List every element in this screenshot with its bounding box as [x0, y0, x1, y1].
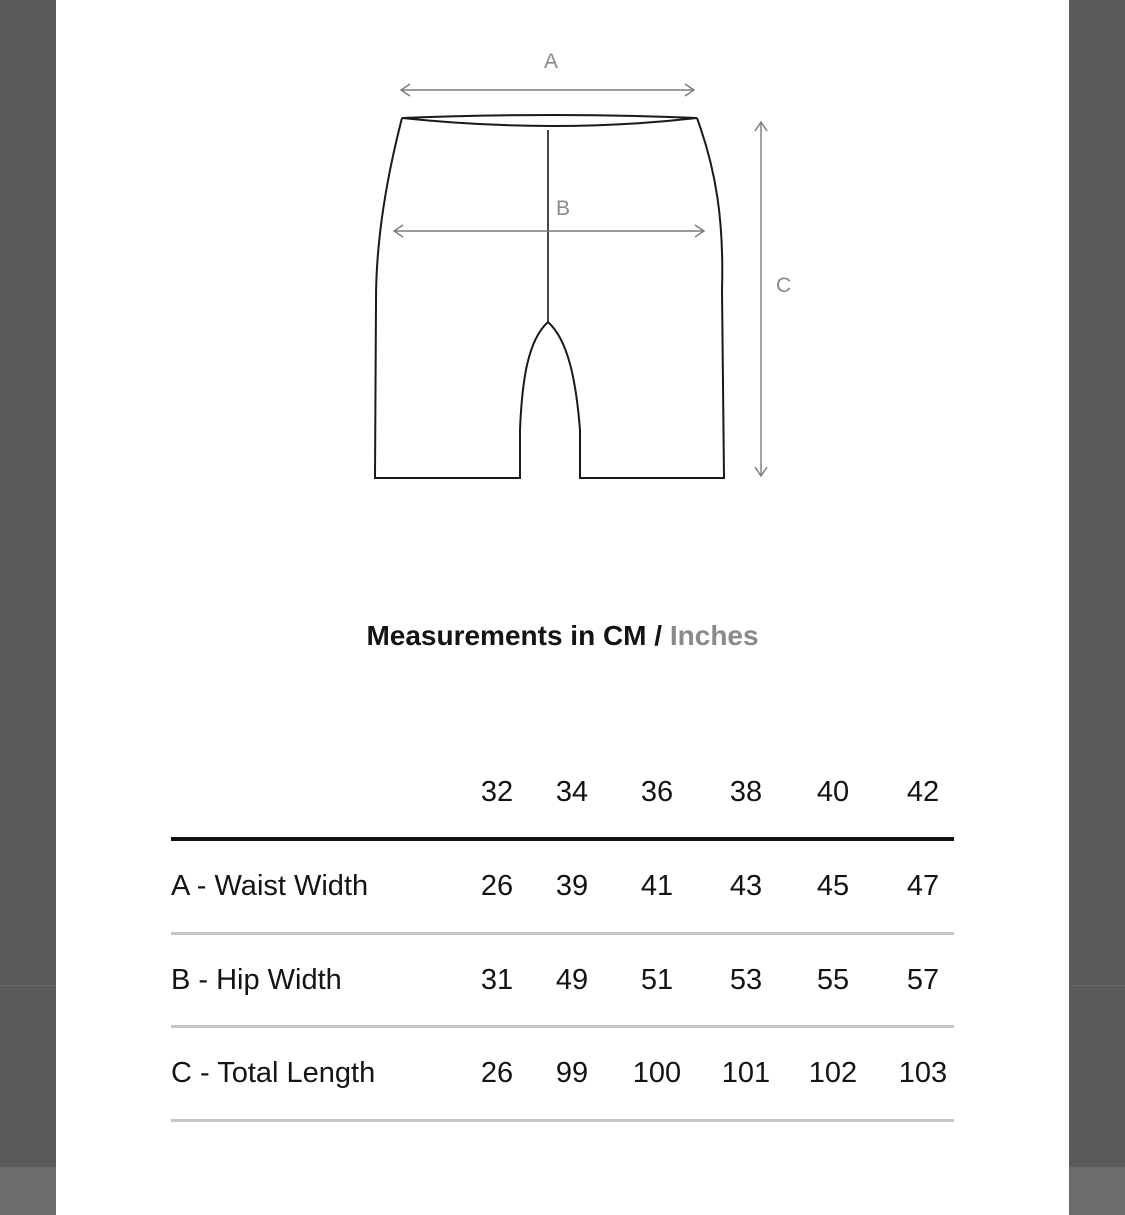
- header-divider: [171, 837, 954, 841]
- table-cell: 103: [898, 1057, 948, 1089]
- size-header: 42: [906, 776, 940, 808]
- size-header: 40: [816, 776, 850, 808]
- unit-cm-label: Measurements in CM: [366, 620, 647, 651]
- size-header: 34: [555, 776, 589, 808]
- table-row: [171, 1057, 954, 1105]
- unit-separator: /: [646, 620, 670, 651]
- size-header-row: [171, 776, 954, 824]
- row-divider: [171, 1119, 954, 1122]
- row-label-total-length: C - Total Length: [171, 1057, 376, 1089]
- table-cell: 45: [816, 870, 850, 902]
- dimension-label-c: C: [776, 274, 792, 297]
- table-cell: 49: [555, 964, 589, 996]
- table-cell: 53: [729, 964, 763, 996]
- table-cell: 43: [729, 870, 763, 902]
- table-cell: 47: [906, 870, 940, 902]
- backdrop-divider-right: [1069, 985, 1125, 986]
- shorts-diagram: [56, 0, 1069, 560]
- row-divider: [171, 1025, 954, 1028]
- size-header: 36: [640, 776, 674, 808]
- table-cell: 26: [480, 870, 514, 902]
- table-cell: 101: [721, 1057, 771, 1089]
- size-guide-modal: [56, 0, 1069, 1215]
- table-row: [171, 870, 954, 918]
- shorts-outline-icon: [56, 0, 1069, 560]
- backdrop-divider-left: [0, 985, 56, 986]
- table-row: [171, 964, 954, 1012]
- table-cell: 51: [640, 964, 674, 996]
- table-cell: 57: [906, 964, 940, 996]
- table-cell: 100: [632, 1057, 682, 1089]
- table-cell: 31: [480, 964, 514, 996]
- measurement-unit-heading: [56, 620, 1069, 652]
- dimension-label-a: A: [544, 50, 559, 73]
- size-header: 38: [729, 776, 763, 808]
- table-cell: 26: [480, 1057, 514, 1089]
- table-cell: 39: [555, 870, 589, 902]
- table-cell: 55: [816, 964, 850, 996]
- table-cell: 41: [640, 870, 674, 902]
- size-header: 32: [480, 776, 514, 808]
- unit-inches-toggle[interactable]: Inches: [669, 620, 759, 651]
- backdrop-strip-left: [0, 1167, 56, 1215]
- row-label-waist-width: A - Waist Width: [171, 870, 369, 902]
- table-cell: 99: [555, 1057, 589, 1089]
- dimension-label-b: B: [556, 197, 571, 220]
- row-divider: [171, 932, 954, 935]
- row-label-hip-width: B - Hip Width: [171, 964, 342, 996]
- table-cell: 102: [808, 1057, 858, 1089]
- backdrop-strip-right: [1069, 1167, 1125, 1215]
